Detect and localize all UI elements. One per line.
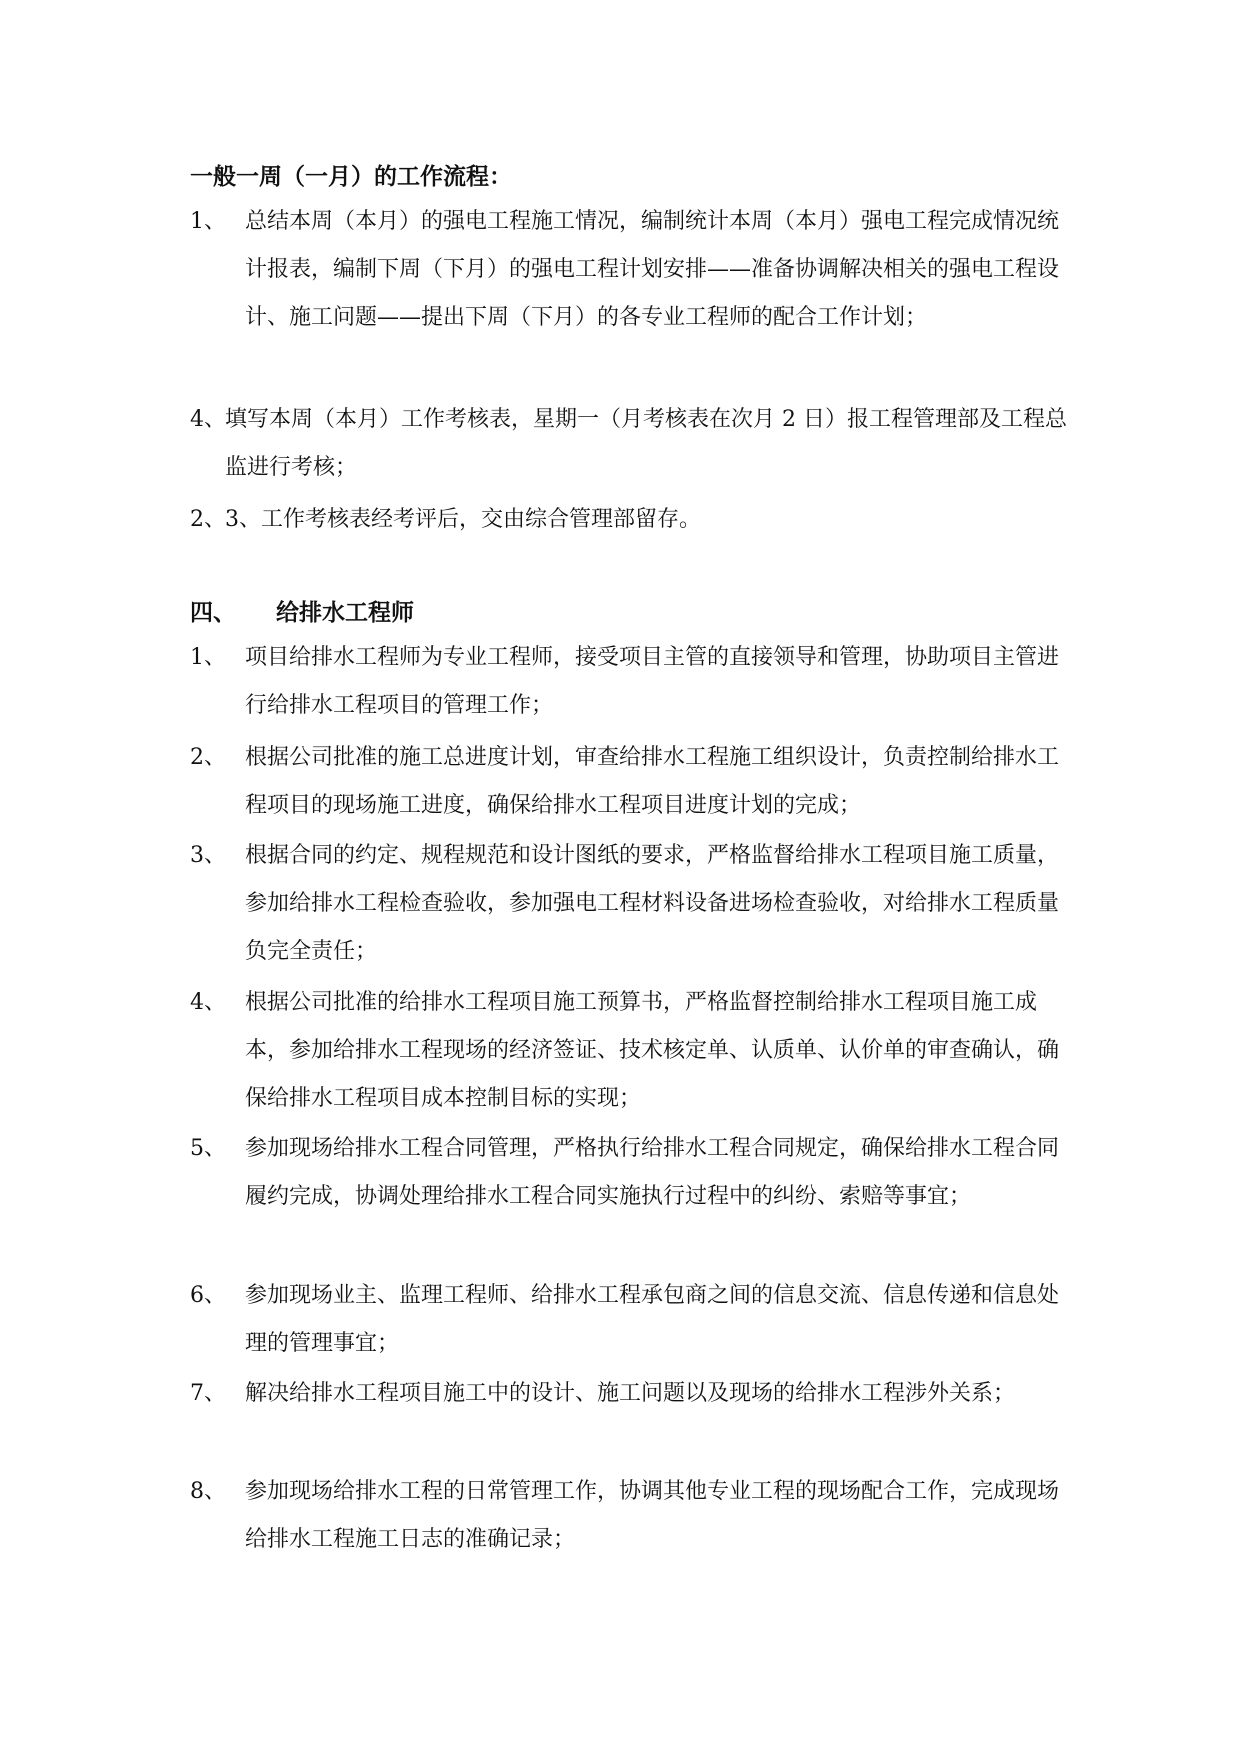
list-item-number: 7、: [190, 1381, 226, 1406]
list-item: [190, 1370, 1070, 1418]
weekly-workflow-title: 一般一周（一月）的工作流程：: [190, 163, 512, 190]
list-item-text: 3、工作考核表经考评后，交由综合管理部留存。: [225, 507, 701, 532]
list-item-number: 2、: [190, 745, 226, 770]
list-item-text: 根据公司批准的施工总进度计划，审查给排水工程施工组织设计，负责控制给排水工程项目的现场施工进度，确保给排水工程项目进度计划的完成；: [245, 745, 1060, 818]
list-item-number: 8、: [190, 1479, 226, 1504]
list-item-number: 6、: [190, 1283, 226, 1308]
list-item: [190, 979, 1070, 1123]
list-item-text: 项目给排水工程师为专业工程师，接受项目主管的直接领导和管理，协助项目主管进行给排水工程项目的管理工作；: [245, 645, 1060, 718]
weekly-workflow-heading: [190, 162, 512, 192]
list-item: [190, 832, 1070, 976]
section-four-title: 给排水工程师: [276, 599, 414, 626]
list-item: [190, 634, 1070, 730]
list-item-number: 3、: [190, 843, 226, 868]
list-item-number: 5、: [190, 1136, 226, 1161]
list-item: [190, 198, 1070, 342]
list-item-number: 1、: [190, 645, 226, 670]
list-item: [190, 1272, 1070, 1368]
list-item-text: 填写本周（本月）工作考核表，星期一（月考核表在次月 2 日）报工程管理部及工程总监进行考核；: [225, 407, 1067, 480]
list-item-text: 参加现场给排水工程合同管理，严格执行给排水工程合同规定，确保给排水工程合同履约完成，协调处理给排水工程合同实施执行过程中的纠纷、索赔等事宜；: [245, 1136, 1060, 1209]
list-item-text: 参加现场业主、监理工程师、给排水工程承包商之间的信息交流、信息传递和信息处理的管理事宜；: [245, 1283, 1060, 1356]
list-item-text: 根据合同的约定、规程规范和设计图纸的要求，严格监督给排水工程项目施工质量，参加给排水工程检查验收，参加强电工程材料设备进场检查验收，对给排水工程质量负完全责任；: [245, 843, 1060, 964]
list-item: [190, 396, 1070, 492]
list-item-text: 参加现场给排水工程的日常管理工作，协调其他专业工程的现场配合工作，完成现场给排水工程施工日志的准确记录；: [245, 1479, 1060, 1552]
list-item: [190, 1468, 1070, 1564]
list-item-text: 根据公司批准的给排水工程项目施工预算书，严格监督控制给排水工程项目施工成本，参加给排水工程现场的经济签证、技术核定单、认质单、认价单的审查确认，确保给排水工程项目成本控制目标的实现；: [245, 990, 1060, 1111]
list-item-number: 4、: [190, 990, 226, 1015]
list-item-number: 1、: [190, 209, 226, 234]
list-item: [190, 734, 1070, 830]
list-item: [190, 496, 1070, 544]
list-item: [190, 1125, 1070, 1221]
section-four-heading: [190, 598, 414, 628]
list-item-text: 总结本周（本月）的强电工程施工情况，编制统计本周（本月）强电工程完成情况统计报表，编制下周（下月）的强电工程计划安排——准备协调解决相关的强电工程设计、施工问题——提出下周（下月）的各专业工程师的配合工作计划；: [245, 209, 1060, 330]
section-four-number: 四、: [190, 599, 236, 626]
list-item-text: 解决给排水工程项目施工中的设计、施工问题以及现场的给排水工程涉外关系；: [245, 1381, 1016, 1406]
list-item-number: 4、: [190, 407, 226, 432]
list-item-number: 2、: [190, 507, 226, 532]
